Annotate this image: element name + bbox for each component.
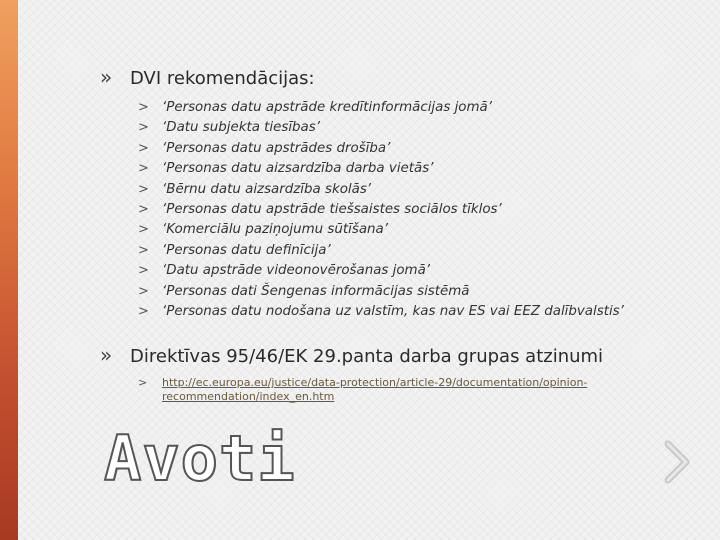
- bullet-text: Direktīvas 95/46/EK 29.panta darba grupas atzinumi: [130, 346, 604, 368]
- list-item: [138, 241, 700, 261]
- accent-side-bar: [0, 0, 18, 540]
- bullet-directive-opinions: [100, 342, 700, 370]
- bullet-text: DVI rekomendācijas:: [130, 68, 315, 89]
- source-link-item: [138, 376, 700, 404]
- sub-bullet-marker: >: [138, 100, 149, 115]
- list-item: [138, 139, 700, 159]
- list-item: [138, 98, 700, 118]
- sub-bullet-marker: >: [138, 263, 149, 279]
- list-item-text: ‘Personas datu apstrādes drošība’: [162, 140, 391, 156]
- source-link[interactable]: http://ec.europa.eu/justice/data-protection/article-29/documentation/opinion-recommendation/index_en.htm: [162, 376, 588, 404]
- bullet-marker: »: [100, 343, 113, 368]
- list-item: [138, 200, 700, 220]
- list-item-text: ‘Komerciālu paziņojumu sūtīšana’: [162, 222, 388, 238]
- list-item-text: ‘Bērnu datu aizsardzība skolās’: [162, 181, 372, 197]
- list-item: [138, 261, 700, 281]
- sub-bullet-marker: >: [138, 242, 149, 258]
- sub-bullet-marker: >: [138, 202, 149, 218]
- list-item: [138, 302, 700, 322]
- sub-bullet-marker: >: [138, 140, 149, 156]
- slide-content: [100, 64, 700, 404]
- list-item-text: ‘Personas datu definīcija’: [162, 242, 331, 258]
- bullet-dvi-recommendations: [100, 64, 700, 92]
- list-item-text: ‘Datu subjekta tiesības’: [162, 120, 321, 136]
- list-item: [138, 118, 700, 138]
- sub-bullet-marker: >: [138, 376, 148, 390]
- sub-bullet-marker: >: [138, 120, 149, 136]
- list-item-text: ‘Personas datu apstrāde kredītinformācijas jomā’: [162, 100, 493, 115]
- list-item-text: ‘Personas dati Šengenas informācijas sistēmā: [162, 283, 470, 299]
- sub-bullet-marker: >: [138, 222, 149, 238]
- list-item: [138, 220, 700, 240]
- list-item-text: ‘Personas datu aizsardzība darba vietās’: [162, 161, 434, 177]
- list-item-text: ‘Datu apstrāde videonovērošanas jomā’: [162, 263, 431, 279]
- sub-bullet-marker: >: [138, 304, 149, 320]
- list-item-text: ‘Personas datu nodošana uz valstīm, kas nav ES vai EEZ dalībvalstis’: [162, 304, 624, 320]
- list-item-text: ‘Personas datu apstrāde tiešsaistes sociālos tīklos’: [162, 202, 502, 218]
- list-item: [138, 180, 700, 200]
- list-item: [138, 282, 700, 302]
- slide-title: Avoti: [104, 422, 296, 495]
- recommendation-list: [138, 98, 700, 322]
- bullet-marker: »: [100, 65, 113, 89]
- sub-bullet-marker: >: [138, 283, 149, 299]
- chevron-right-icon[interactable]: [662, 440, 692, 484]
- sub-bullet-marker: >: [138, 161, 149, 177]
- sub-bullet-marker: >: [138, 181, 149, 197]
- list-item: [138, 159, 700, 179]
